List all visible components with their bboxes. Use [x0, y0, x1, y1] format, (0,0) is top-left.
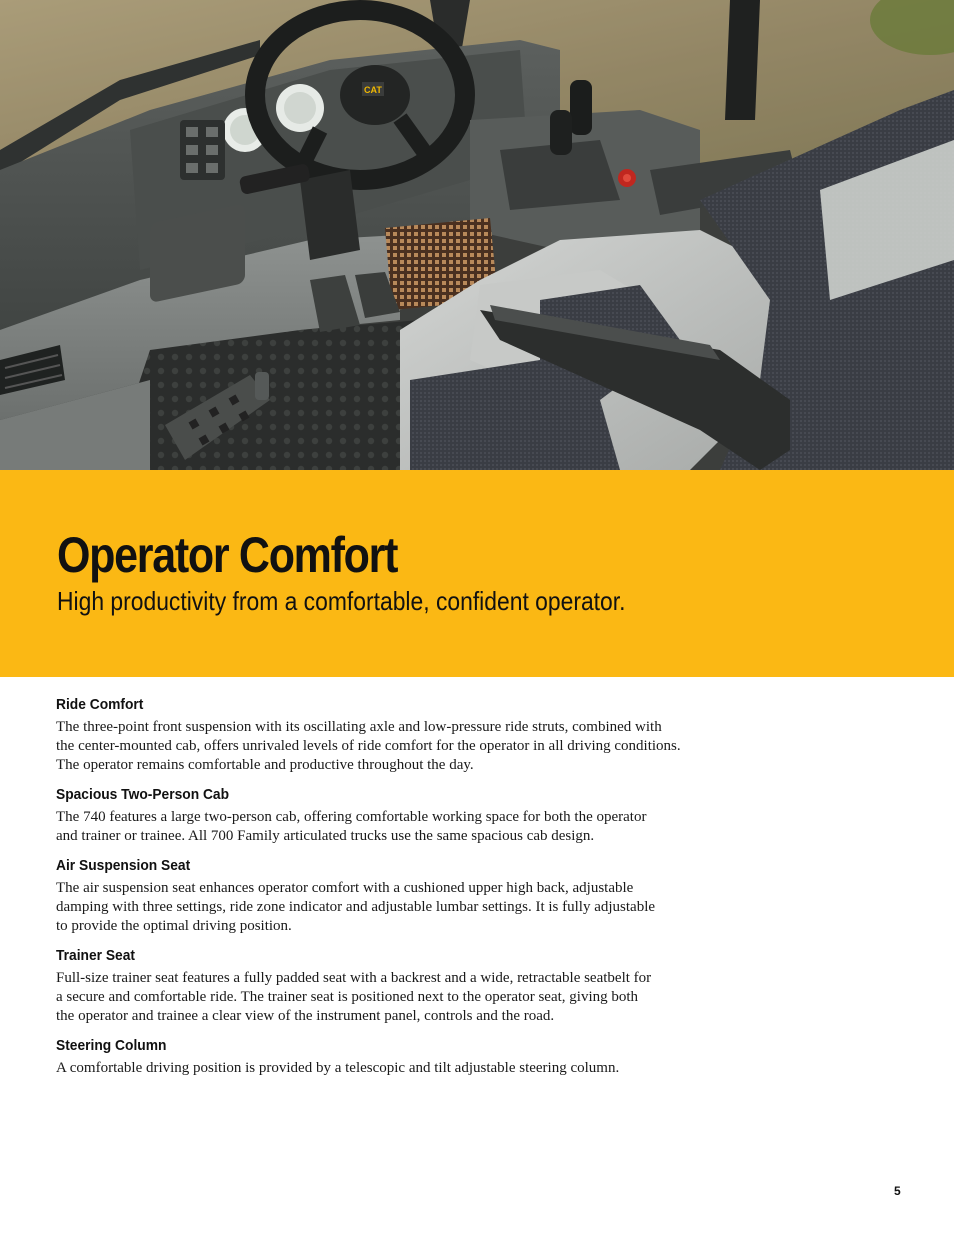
section-ride-comfort: [56, 696, 756, 775]
truck-cab-interior-photo: [0, 0, 954, 470]
page-subtitle: High productivity from a comfortable, confident operator.: [57, 586, 626, 616]
body-line: and trainer or trainee. All 700 Family articulated trucks use the same spacious cab design.: [56, 828, 595, 844]
section-spacious-cab: [56, 786, 756, 846]
body-line: the operator and trainee a clear view of the instrument panel, controls and the road.: [56, 1008, 555, 1024]
body-line: Full-size trainer seat features a fully padded seat with a backrest and a wide, retractable seatbelt for: [56, 970, 652, 986]
section-heading: Spacious Two-Person Cab: [56, 786, 230, 803]
section-heading: Steering Column: [56, 1037, 167, 1054]
section-heading: Trainer Seat: [56, 947, 136, 964]
page-number: 5: [894, 1184, 901, 1198]
cab-interior-photo: [0, 0, 954, 470]
body-line: damping with three settings, ride zone indicator and adjustable lumbar settings. It is fully adjustable: [56, 899, 656, 915]
body-line: The 740 features a large two-person cab, offering comfortable working space for both the operator: [56, 809, 647, 825]
body-line: The air suspension seat enhances operator comfort with a cushioned upper high back, adjustable: [56, 880, 634, 896]
cat-logo: CAT: [364, 85, 382, 95]
section-trainer-seat: [56, 947, 756, 1026]
section-air-suspension-seat: [56, 857, 756, 936]
section-steering-column: [56, 1037, 756, 1078]
section-heading: Ride Comfort: [56, 696, 144, 713]
body-line: to provide the optimal driving position.: [56, 918, 292, 934]
section-heading: Air Suspension Seat: [56, 857, 191, 874]
body-line: The three-point front suspension with its oscillating axle and low-pressure ride struts, combined with: [56, 719, 662, 735]
body-line: A comfortable driving position is provided by a telescopic and tilt adjustable steering column.: [56, 1060, 620, 1076]
body-line: The operator remains comfortable and productive throughout the day.: [56, 757, 474, 773]
body-line: a secure and comfortable ride. The trainer seat is positioned next to the operator seat, giving both: [56, 989, 639, 1005]
body-line: the center-mounted cab, offers unrivaled levels of ride comfort for the operator in all driving conditions.: [56, 738, 681, 754]
feature-sections: [56, 696, 756, 1089]
page-title: Operator Comfort: [57, 527, 398, 583]
